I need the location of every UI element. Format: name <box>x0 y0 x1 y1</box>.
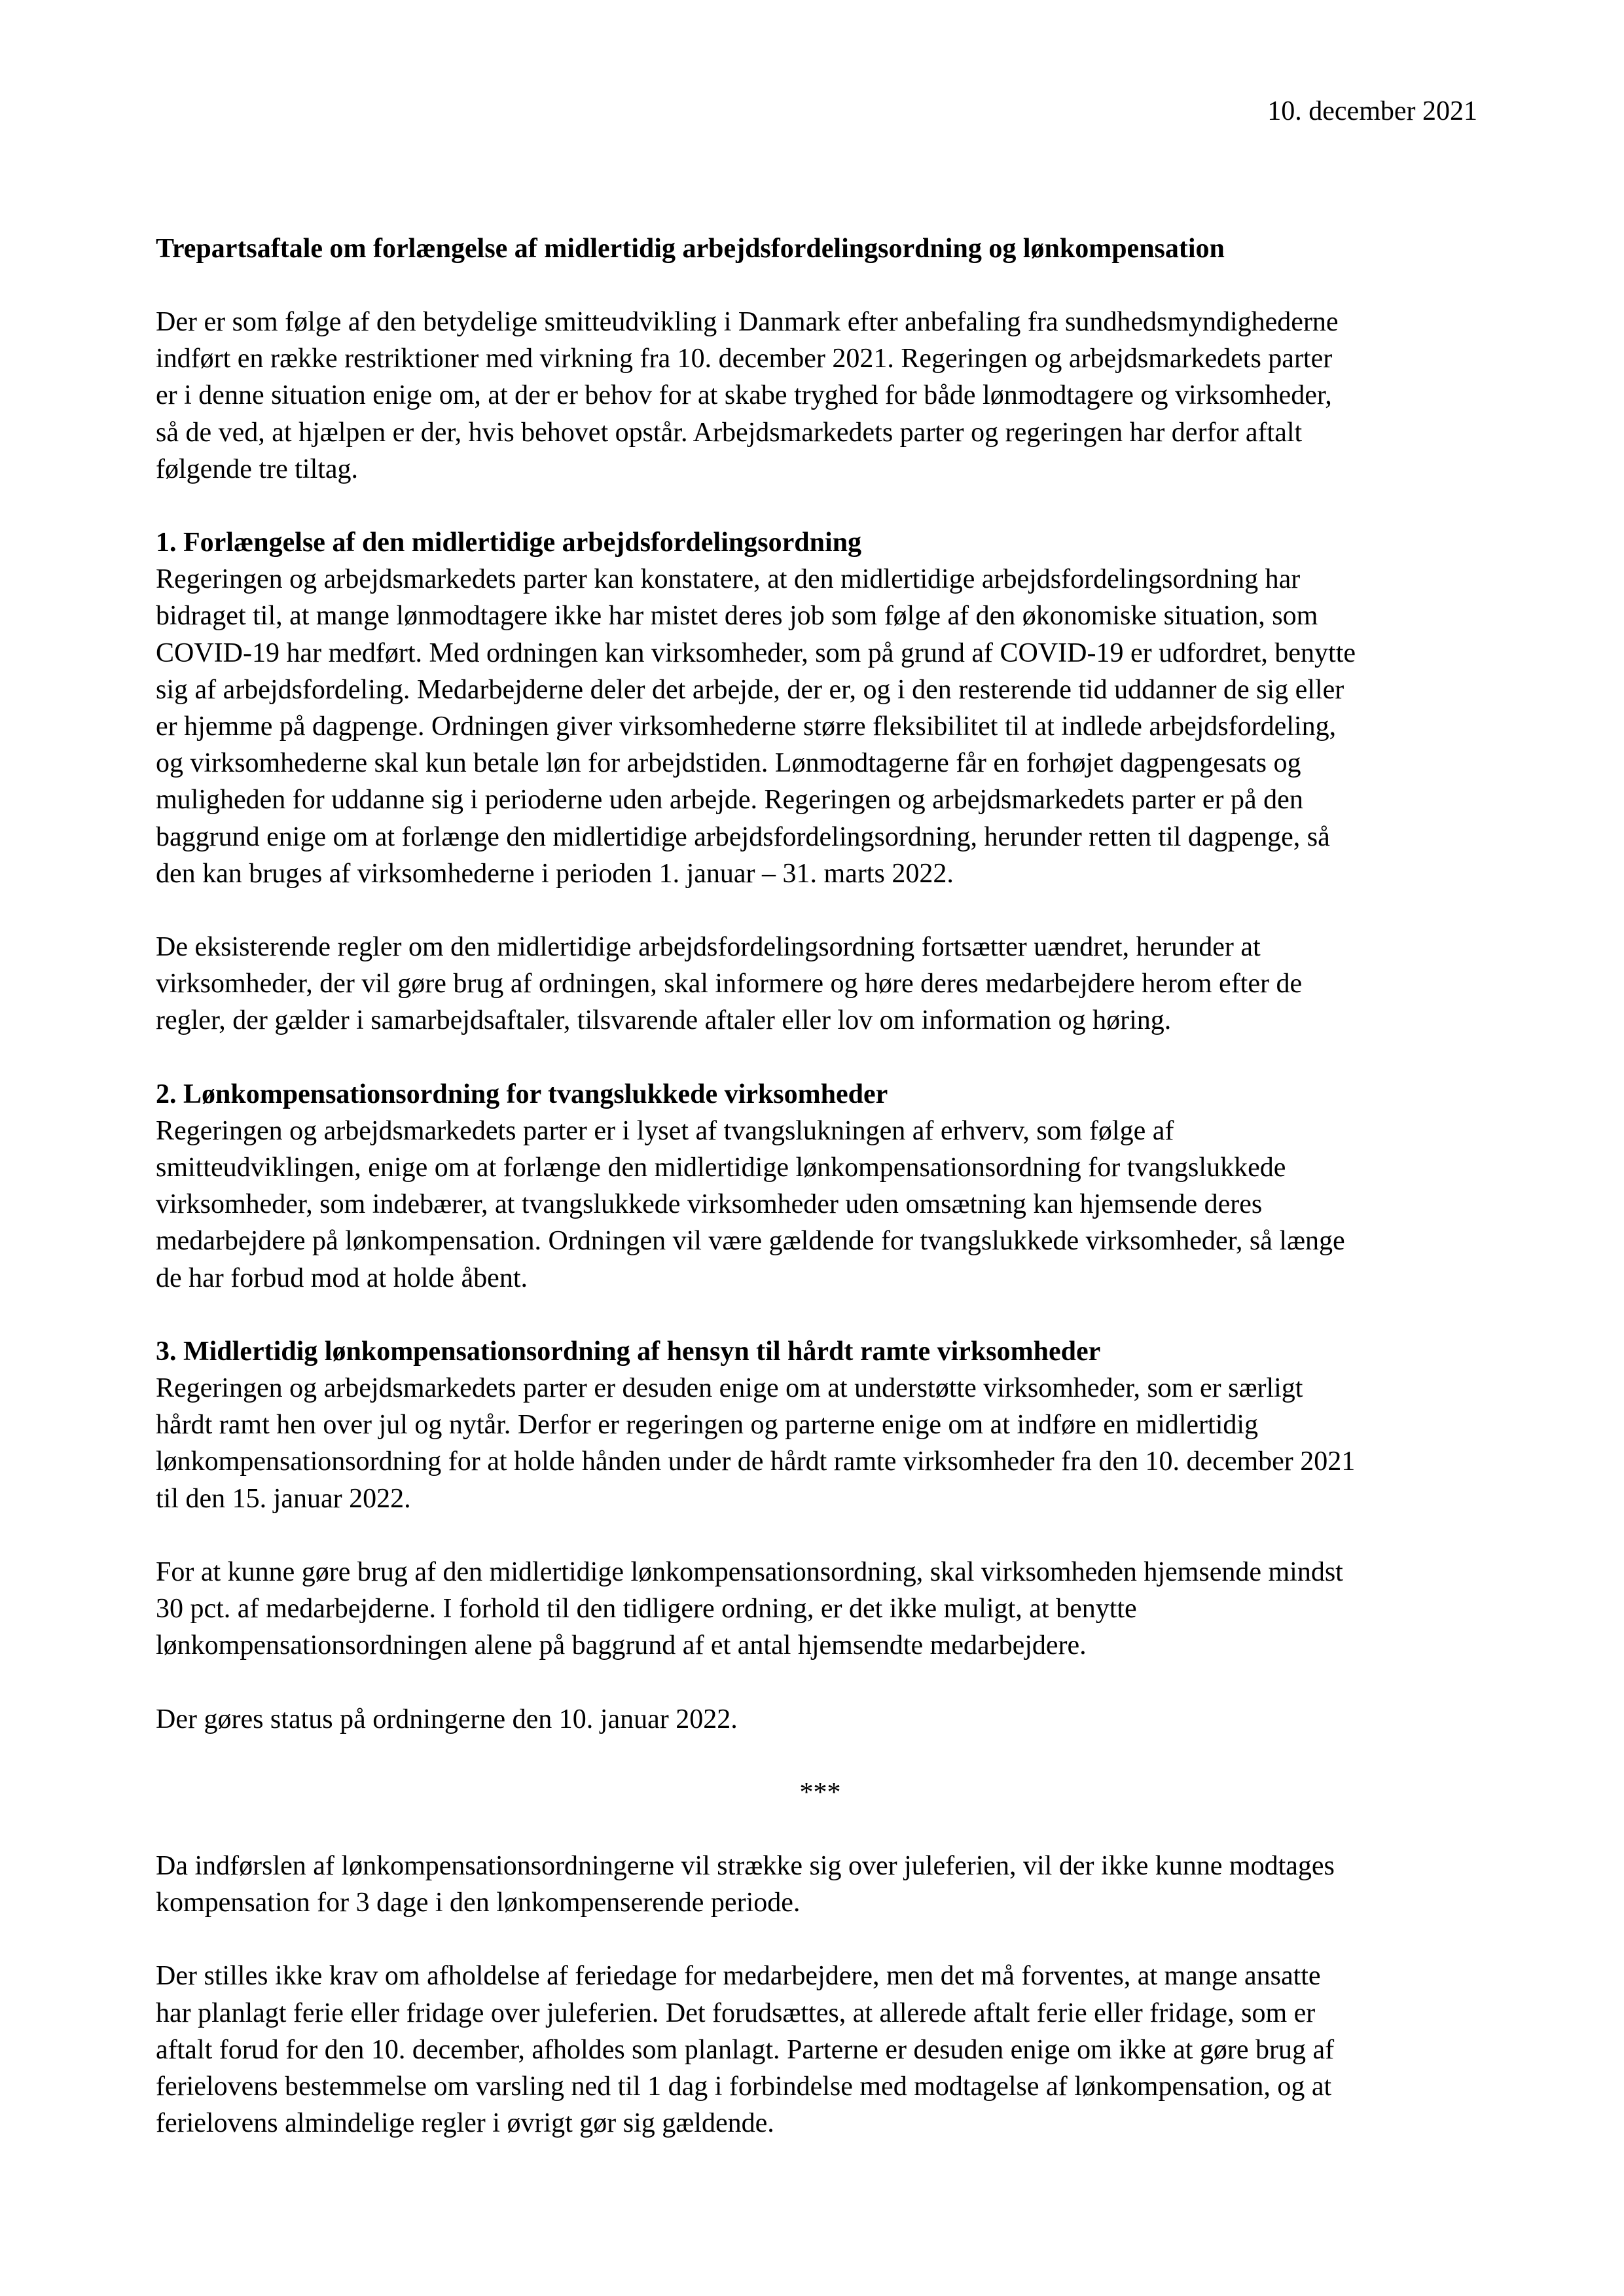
section-1-paragraph-2 <box>156 929 1485 1039</box>
section-2-line: virksomheder, som indebærer, at tvangslukkede virksomheder uden omsætning kan hjemsende deres <box>156 1189 1263 1220</box>
intro-line: følgende tre tiltag. <box>156 454 359 484</box>
section-2-heading: 2. Lønkompensationsordning for tvangslukkede virksomheder <box>156 1079 888 1109</box>
section-1-line: baggrund enige om at forlænge den midlertidige arbejdsfordelingsordning, herunder retten til dagpenge, så <box>156 821 1330 852</box>
section-3-line: lønkompensationsordning for at holde hånden under de hårdt ramte virksomheder fra den 10. december 2021 <box>156 1446 1356 1477</box>
intro-paragraph <box>156 304 1485 488</box>
section-1-line: Regeringen og arbejdsmarkedets parter kan konstatere, at den midlertidige arbejdsfordelingsordning har <box>156 564 1301 595</box>
document-title: Trepartsaftale om forlængelse af midlertidig arbejdsfordelingsordning og lønkompensation <box>156 234 1225 264</box>
section-1-line: regler, der gælder i samarbejdsaftaler, tilsvarende aftaler eller lov om information og høring. <box>156 1005 1172 1036</box>
section-3-paragraph-2 <box>156 1554 1485 1664</box>
closing-line: kompensation for 3 dage i den lønkompenserende periode. <box>156 1888 801 1918</box>
section-1-line: og virksomhederne skal kun betale løn for arbejdstiden. Lønmodtagerne får en forhøjet dagpengesats og <box>156 748 1301 779</box>
section-3-line: Regeringen og arbejdsmarkedets parter er desuden enige om at understøtte virksomheder, som er særligt <box>156 1373 1303 1404</box>
closing-line: aftalt forud for den 10. december, afholdes som planlagt. Parterne er desuden enige om ikke at gøre brug af <box>156 2034 1335 2065</box>
section-1 <box>156 524 1485 892</box>
section-2-line: medarbejdere på lønkompensation. Ordningen vil være gældende for tvangslukkede virksomheder, så længe <box>156 1226 1345 1257</box>
section-3-line: hårdt ramt hen over jul og nytår. Derfor er regeringen og parterne enige om at indføre en midlertidig <box>156 1410 1259 1441</box>
intro-line: er i denne situation enige om, at der er behov for at skabe tryghed for både lønmodtagere og virksomheder, <box>156 380 1332 411</box>
closing-line: ferielovens bestemmelse om varsling ned til 1 dag i forbindelse med modtagelse af lønkompensation, og at <box>156 2071 1332 2102</box>
section-3-line: For at kunne gøre brug af den midlertidige lønkompensationsordning, skal virksomheden hjemsende mindst <box>156 1556 1343 1587</box>
intro-line: indført en række restriktioner med virkning fra 10. december 2021. Regeringen og arbejdsmarkedets parter <box>156 344 1333 374</box>
section-3-line: til den 15. januar 2022. <box>156 1483 411 1514</box>
section-3-paragraph-3 <box>156 1701 1485 1738</box>
section-1-line: muligheden for uddanne sig i perioderne uden arbejde. Regeringen og arbejdsmarkedets parter er på den <box>156 785 1303 816</box>
section-2-line: de har forbud mod at holde åbent. <box>156 1263 528 1293</box>
section-2-line: smitteudviklingen, enige om at forlænge den midlertidige lønkompensationsordning for tvangslukkede <box>156 1153 1286 1183</box>
closing-line: har planlagt ferie eller fridage over juleferien. Det forudsættes, at allerede aftalt ferie eller fridage, som er <box>156 1998 1316 2028</box>
document-body <box>156 230 1485 2178</box>
section-1-line: den kan bruges af virksomhederne i perioden 1. januar – 31. marts 2022. <box>156 858 954 889</box>
section-1-line: bidraget til, at mange lønmodtagere ikke har mistet deres job som følge af den økonomiske situation, som <box>156 601 1318 632</box>
closing-line: ferielovens almindelige regler i øvrigt gør sig gældende. <box>156 2108 774 2139</box>
section-2 <box>156 1076 1485 1297</box>
section-3-line: Der gøres status på ordningerne den 10. januar 2022. <box>156 1704 738 1734</box>
section-3-line: 30 pct. af medarbejderne. I forhold til den tidligere ordning, er det ikke muligt, at benytte <box>156 1594 1137 1624</box>
section-1-line: virksomheder, der vil gøre brug af ordningen, skal informere og høre deres medarbejdere herom efter de <box>156 969 1303 999</box>
section-separator: *** <box>799 1777 841 1808</box>
closing-paragraph-1 <box>156 1848 1485 1921</box>
closing-line: Der stilles ikke krav om afholdelse af feriedage for medarbejdere, men det må forventes, at mange ansatte <box>156 1961 1321 1992</box>
section-1-line: De eksisterende regler om den midlertidige arbejdsfordelingsordning fortsætter uændret, herunder at <box>156 932 1261 963</box>
closing-line: Da indførslen af lønkompensationsordningerne vil strække sig over juleferien, vil der ikke kunne modtages <box>156 1850 1335 1881</box>
section-1-heading: 1. Forlængelse af den midlertidige arbejdsfordelingsordning <box>156 528 861 558</box>
section-1-line: COVID-19 har medført. Med ordningen kan virksomheder, som på grund af COVID-19 er udfordret, benytte <box>156 637 1356 668</box>
closing-paragraph-2 <box>156 1958 1485 2142</box>
intro-line: Der er som følge af den betydelige smitteudvikling i Danmark efter anbefaling fra sundhedsmyndighederne <box>156 307 1339 337</box>
section-3-heading: 3. Midlertidig lønkompensationsordning af hensyn til hårdt ramte virksomheder <box>156 1336 1101 1367</box>
section-3-line: lønkompensationsordningen alene på baggrund af et antal hjemsendte medarbejdere. <box>156 1630 1087 1661</box>
section-2-line: Regeringen og arbejdsmarkedets parter er i lyset af tvangslukningen af erhverv, som følge af <box>156 1115 1174 1146</box>
section-1-line: sig af arbejdsfordeling. Medarbejderne deler det arbejde, der er, og i den resterende tid uddanner de sig eller <box>156 674 1344 705</box>
document-date: 10. december 2021 <box>1267 96 1477 126</box>
section-3 <box>156 1333 1485 1517</box>
intro-line: så de ved, at hjælpen er der, hvis behovet opstår. Arbejdsmarkedets parter og regeringen har derfor aftalt <box>156 417 1303 448</box>
section-1-line: er hjemme på dagpenge. Ordningen giver virksomhederne større fleksibilitet til at indlede arbejdsfordeling, <box>156 711 1337 742</box>
